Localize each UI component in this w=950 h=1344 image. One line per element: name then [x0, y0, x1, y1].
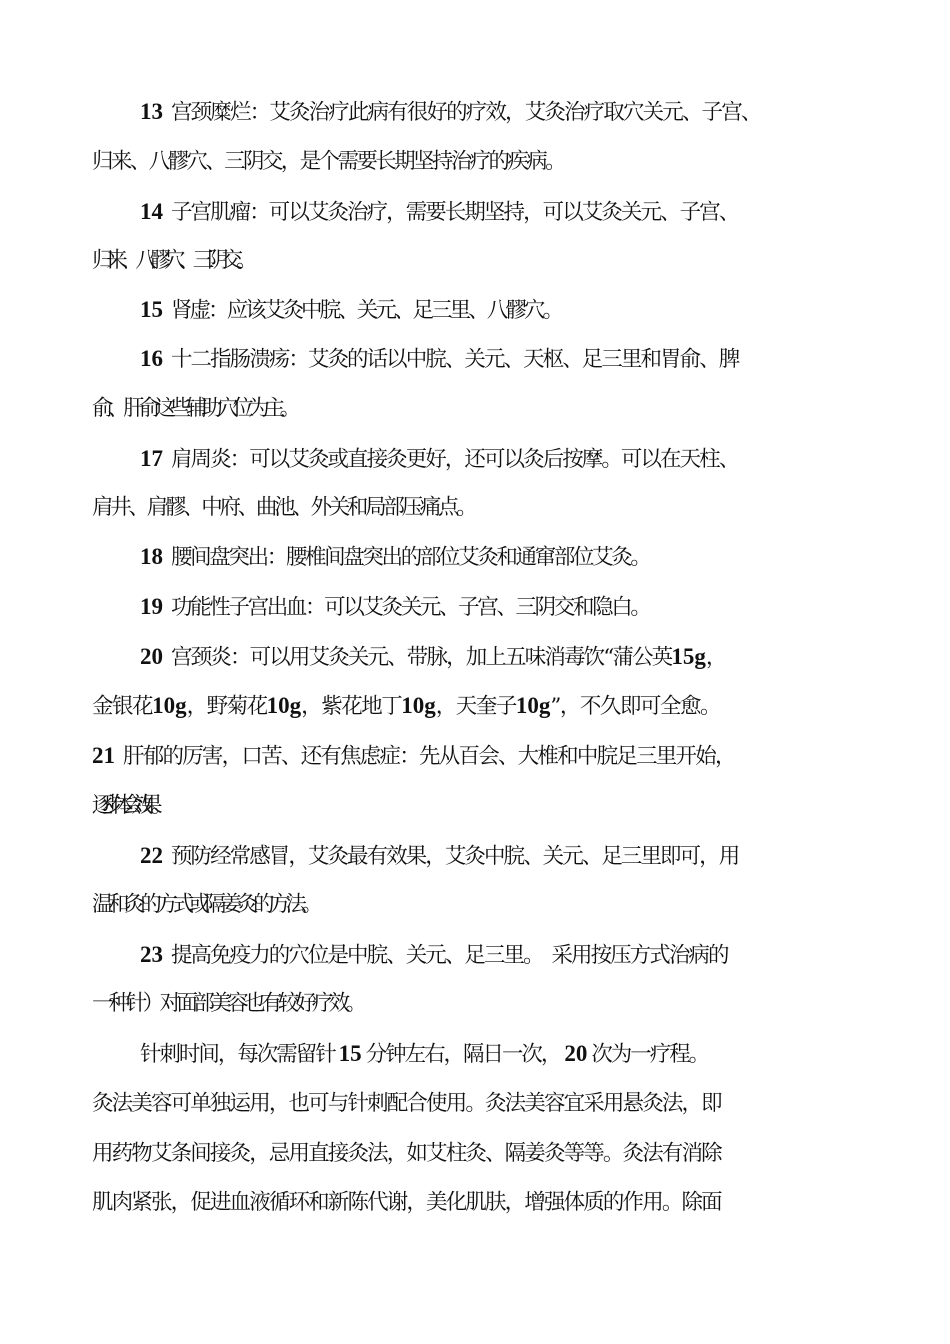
dose: 10g	[266, 693, 302, 718]
item-18-line-1	[0, 541, 950, 573]
item-14-line-1	[0, 196, 950, 228]
item-number: 22	[140, 843, 163, 868]
dose: 10g	[152, 693, 187, 718]
item-text: 宫颈炎：可以用艾灸关元、带脉，加上五味消毒饮“蒲公英	[171, 645, 672, 670]
item-text: 金银花	[92, 694, 153, 719]
item-text: 功能性子宫出血：可以艾灸关元、子宫、三阴交和隐白。	[171, 595, 650, 620]
item-number: 15	[140, 297, 163, 322]
item-number: 18	[140, 544, 163, 569]
item-17-line-2: 肩井、肩髎、中府、曲池、外关和局部压痛点。	[92, 495, 475, 520]
item-text: ，紫花地丁	[301, 694, 402, 719]
item-22-line-2: 温和灸的方式或隔姜灸的方法。	[92, 892, 318, 917]
item-19-line-1	[0, 591, 950, 623]
item-13-line-1	[0, 96, 950, 128]
paragraph-line-3: 肌肉紧张，促进血液循环和新陈代谢，美化肌肤，增强体质的作用。除面	[92, 1190, 721, 1215]
needle-text: 次为一疗程。	[591, 1042, 709, 1067]
paragraph-line-2: 用药物艾条间接灸，忌用直接灸法，如艾柱灸、隔姜灸等等。灸法有消除	[92, 1141, 721, 1166]
item-22-line-1	[0, 840, 950, 872]
item-number: 23	[140, 942, 163, 967]
item-text: 子宫肌瘤：可以艾灸治疗，需要长期坚持，可以艾灸关元、子宫、	[171, 200, 739, 225]
item-number: 21	[92, 743, 115, 768]
item-text: 宫颈糜烂：艾灸治疗此病有很好的疗效，艾灸治疗取穴关元、子宫、	[171, 100, 761, 125]
item-23-line-1	[0, 939, 950, 971]
item-13-line-2: 归来、八髎穴、三阴交，是个需要长期坚持治疗的疾病。	[92, 149, 565, 174]
needle-text: 针刺时间，每次需留针	[140, 1042, 335, 1067]
item-number: 14	[140, 199, 163, 224]
needle-time-line	[0, 1038, 950, 1070]
item-16-line-2: 俞、肝俞这些辅助穴位为主。	[92, 396, 296, 421]
item-16-line-1	[0, 343, 950, 375]
item-14-line-2: 归来、八髎穴、三阴交。	[92, 248, 251, 273]
item-text: ，天奎子	[435, 694, 516, 719]
item-text: 肩周炎：可以艾灸或直接灸更好，还可以灸后按摩。可以在天柱、	[171, 447, 739, 472]
item-text: 十二指肠溃疡：艾灸的话以中脘、关元、天枢、足三里和胃俞、脾	[171, 347, 739, 372]
item-21-line-2: 逐步体会效果。	[92, 793, 161, 818]
item-text: 预防经常感冒，艾灸最有效果，艾灸中脘、关元、足三里即可，用	[171, 844, 739, 869]
dose: 10g	[401, 693, 436, 718]
item-20-line-1	[0, 641, 950, 673]
paragraph-line-1: 灸法美容可单独运用，也可与针刺配合使用。灸法美容宜采用悬灸法，即	[92, 1091, 721, 1116]
item-23-line-2: 一种针）对面部美容也有较好疗效。	[92, 991, 363, 1016]
needle-text: 分钟左右，隔日一次，	[365, 1042, 561, 1067]
item-21-line-1	[0, 740, 950, 772]
item-text: ”，不久即可全愈。	[550, 694, 721, 719]
item-text: 提高免疫力的穴位是中脘、关元、足三里。 采用按压方式治病的	[171, 943, 728, 968]
item-text: 腰间盘突出：腰椎间盘突出的部位艾灸和通窜部位艾灸。	[171, 545, 650, 570]
item-number: 17	[140, 446, 163, 471]
item-text: 肾虚：应该艾灸中脘、关元、足三里、八髎穴。	[171, 298, 562, 323]
dose: 15g	[671, 644, 706, 669]
item-text: ，	[705, 645, 726, 670]
item-15-line-1	[0, 294, 950, 326]
item-number: 19	[140, 594, 163, 619]
item-number: 13	[140, 99, 163, 124]
item-number: 20	[140, 644, 163, 669]
item-number: 16	[140, 346, 163, 371]
item-text: ，野菊花	[186, 694, 267, 719]
needle-sessions: 20	[564, 1041, 588, 1066]
needle-minutes: 15	[338, 1041, 362, 1066]
dose: 10g	[515, 693, 551, 718]
item-text: 肝郁的厉害，口苦、还有焦虑症：先从百会、大椎和中脘足三里开始，	[123, 744, 735, 769]
item-20-line-2	[0, 690, 950, 722]
item-17-line-1	[0, 443, 950, 475]
